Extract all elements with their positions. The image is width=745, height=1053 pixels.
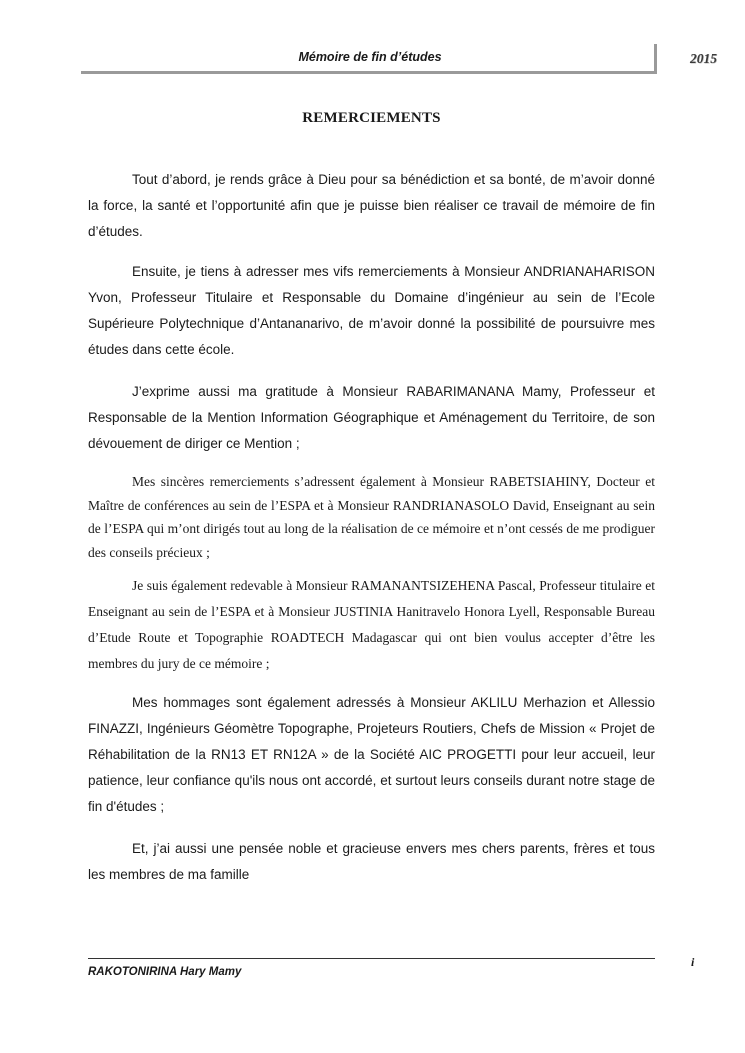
paragraph-1: Tout d’abord, je rends grâce à Dieu pour sa bénédiction et sa bonté, de m’avoir donné la force, la santé et l’opportunité afin que je puisse bien réaliser ce travail de mémoire de fin d’études. [88, 172, 655, 239]
footer-rule [88, 958, 655, 959]
header-rule [81, 71, 657, 74]
page-number: i [691, 955, 695, 969]
header-divider [654, 44, 657, 74]
paragraph-4: Mes sincères remerciements s’adressent également à Monsieur RABETSIAHINY, Docteur et Maître de conférences au sein de l’ESPA et à Monsieur RANDRIANASOLO David, Enseignant au sein de l’ESPA qui m’ont dirigés tout au long de la réalisation de ce mémoire et n’ont cessés de me prodiguer des conseils précieux ; [88, 474, 655, 560]
paragraph-5: Je suis également redevable à Monsieur RAMANANTSIZEHENA Pascal, Professeur titulaire et Enseignant au sein de l’ESPA et à Monsieur JUSTINIA Hanitravelo Honora Lyell, Responsable Bureau d’Etude Route et Topographie ROADTECH Madagascar qui ont bien voulus accepter d’être les membres du jury de ce mémoire ; [88, 578, 655, 671]
footer-author: RAKOTONIRINA Hary Mamy [88, 966, 242, 978]
page-heading: REMERCIEMENTS [302, 110, 441, 126]
paragraph-3: J’exprime aussi ma gratitude à Monsieur RABARIMANANA Mamy, Professeur et Responsable de la Mention Information Géographique et Aménagement du Territoire, de son dévouement de diriger ce Mention ; [88, 384, 655, 451]
running-header-year: 2015 [690, 51, 717, 66]
paragraph-2: Ensuite, je tiens à adresser mes vifs remerciements à Monsieur ANDRIANAHARISON Yvon, Professeur Titulaire et Responsable du Domaine d’ingénieur au sein de l’Ecole Supérieure Polytechnique d’Antananarivo, de m’avoir donné la possibilité de poursuivre mes études dans cette école. [88, 264, 655, 357]
paragraph-6: Mes hommages sont également adressés à Monsieur AKLILU Merhazion et Allessio FINAZZI, Ingénieurs Géomètre Topographe, Projeteurs Routiers, Chefs de Mission « Projet de Réhabilitation de la RN13 ET RN12A » de la Société AIC PROGETTI pour leur accueil, leur patience, leur confiance qu'ils nous ont accordé, et surtout leurs conseils durant notre stage de fin d'études ; [88, 695, 655, 814]
running-header-title: Mémoire de fin d’études [298, 50, 442, 64]
paragraph-7: Et, j’ai aussi une pensée noble et gracieuse envers mes chers parents, frères et tous les membres de ma famille [88, 841, 655, 882]
